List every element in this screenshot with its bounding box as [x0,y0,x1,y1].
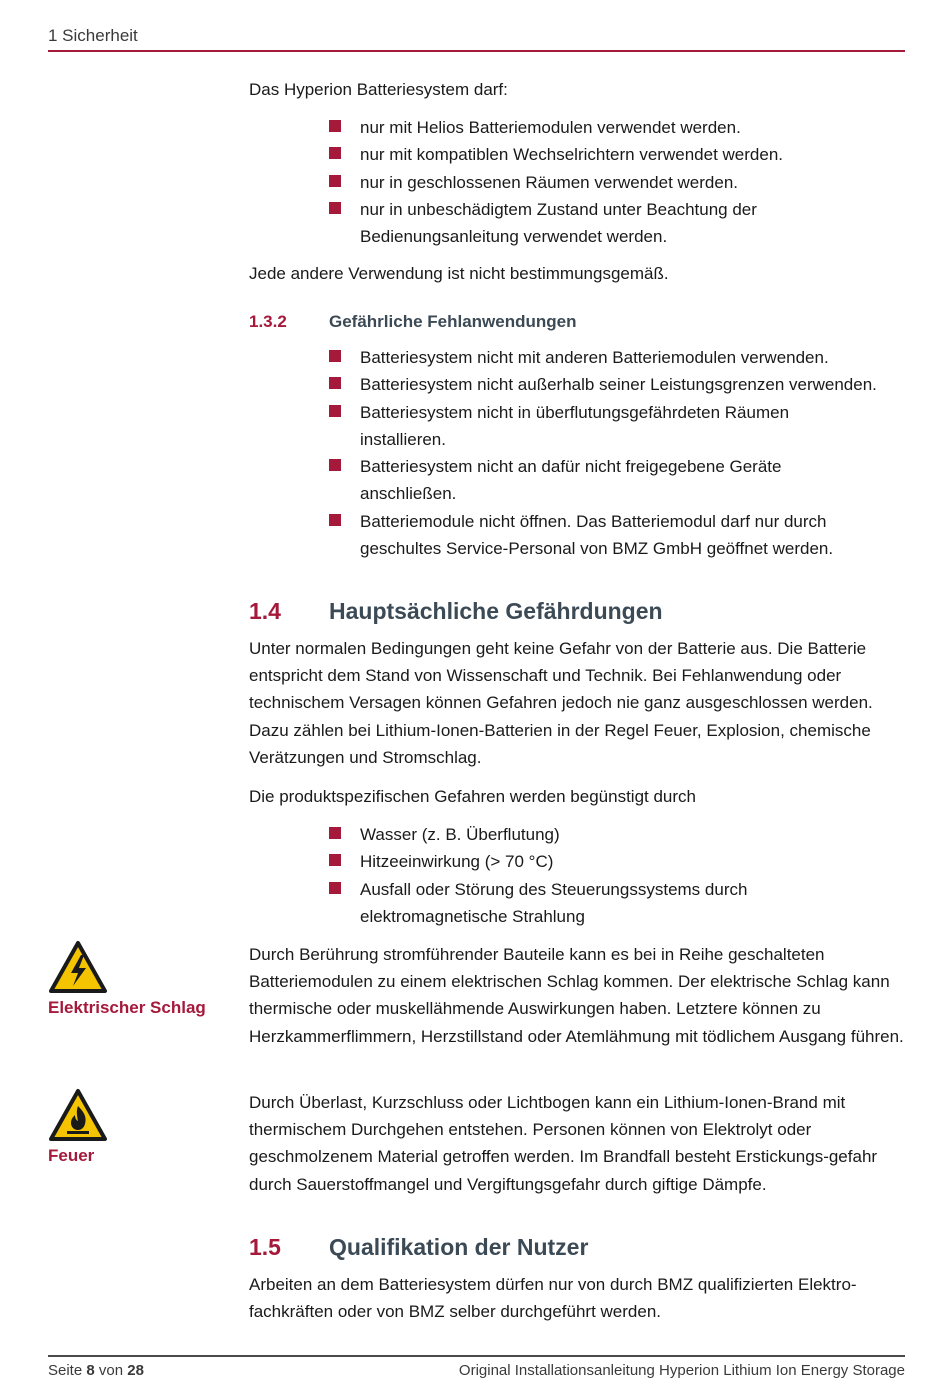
bullet-square-icon [329,377,341,389]
bullet-square-icon [329,459,341,471]
list-item: Batteriemodule nicht öffnen. Das Batteriemodul darf nur durch geschultes Service-Personal von BMZ GmbH geöffnet werden. [329,508,900,563]
section-title: Hauptsächliche Gefährdungen [329,598,663,624]
list-item: Batteriesystem nicht in überflutungsgefährdeten Räumen installieren. [329,399,830,454]
fire-warning-icon [48,1088,108,1142]
list-item: nur mit Helios Batteriemodulen verwendet werden. [329,114,904,141]
fire-warning [48,1088,108,1147]
page-header [48,24,905,52]
misuse-list [329,344,904,562]
bullet-square-icon [329,405,341,417]
fire-paragraph: Durch Überlast, Kurzschluss oder Lichtbogen kann ein Lithium-Ionen-Brand mit thermischem Durchgehen entstehen. Personen können von Elektrolyt oder geschmolzenem Material getroffen werden. Im Brandfall besteht Erstickungs-gefahr durch Sauerstoffmangel und Vergiftungsgefahr durch giftige Dämpfe. [249,1093,878,1194]
list-item: Ausfall oder Störung des Steuerungssystems durch elektromagnetische Strahlung [329,876,800,931]
chapter-title: 1 Sicherheit [48,26,138,45]
page-number: Seite 8 von 28 [48,1362,144,1379]
page-footer [48,1355,905,1383]
subsection-heading [249,310,849,334]
section-number: 1.4 [249,598,281,624]
electric-shock-label: Elektrischer Schlag [48,998,206,1017]
electric-shock-paragraph: Durch Berührung stromführender Bauteile kann es bei in Reihe geschalteten Batteriemodulen zu einem elektrischen Schlag kommen. Der elektrische Schlag kann thermische oder muskellähmende Auswirkungen haben. Letztere können zu Herzkammerflimmern, Herzstillstand oder Atemlähmung mit tödlichem Ausgang führen. [249,945,904,1046]
fire-label: Feuer [48,1146,95,1165]
list-item: Hitzeeinwirkung (> 70 °C) [329,848,904,875]
list-item: Batteriesystem nicht an dafür nicht freigegebene Geräte anschließen. [329,453,830,508]
bullet-square-icon [329,120,341,132]
list-item: nur in unbeschädigtem Zustand unter Beachtung der Bedienungsanleitung verwendet werden. [329,196,800,251]
section-heading [249,596,849,626]
document-title: Original Installationsanleitung Hyperion Lithium Ion Energy Storage [458,1362,905,1379]
intro-closing: Jede andere Verwendung ist nicht bestimmungsgemäß. [249,264,669,283]
hazards-paragraph: Unter normalen Bedingungen geht keine Gefahr von der Batterie aus. Die Batterie entspricht dem Stand von Wissenschaft und Technik. Bei Fehlanwendung oder technischem Versagen können Gefahren jedoch nie ganz ausgeschlossen werden. Dazu zählen bei Lithium-Ionen-Batterien in der Regel Feuer, Explosion, chemische Verätzungen und Stromschlag. [249,639,873,767]
qualification-paragraph: Arbeiten an dem Batteriesystem dürfen nur von durch BMZ qualifizierten Elektro-fachkräften oder von BMZ selber durchgeführt werden. [249,1275,857,1322]
subsection-number: 1.3.2 [249,312,287,331]
list-item: Batteriesystem nicht außerhalb seiner Leistungsgrenzen verwenden. [329,371,904,398]
bullet-square-icon [329,202,341,214]
section-number: 1.5 [249,1234,281,1260]
section-heading [249,1232,849,1262]
hazards-lead: Die produktspezifischen Gefahren werden begünstigt durch [249,787,696,806]
bullet-square-icon [329,350,341,362]
intro-lead: Das Hyperion Batteriesystem darf: [249,80,508,99]
list-item: nur in geschlossenen Räumen verwendet werden. [329,169,904,196]
list-item: nur mit kompatiblen Wechselrichtern verwendet werden. [329,141,904,168]
list-item: Batteriesystem nicht mit anderen Batteriemodulen verwenden. [329,344,904,371]
bullet-square-icon [329,882,341,894]
section-title: Qualifikation der Nutzer [329,1234,589,1260]
subsection-title: Gefährliche Fehlanwendungen [329,312,577,331]
bullet-square-icon [329,854,341,866]
bullet-square-icon [329,147,341,159]
electric-shock-warning [48,940,108,999]
bullet-square-icon [329,514,341,526]
list-item: Wasser (z. B. Überflutung) [329,821,904,848]
bullet-square-icon [329,175,341,187]
hazard-factors-list [329,821,904,930]
electric-shock-warning-icon [48,940,108,994]
bullet-square-icon [329,827,341,839]
intro-list [329,114,904,250]
